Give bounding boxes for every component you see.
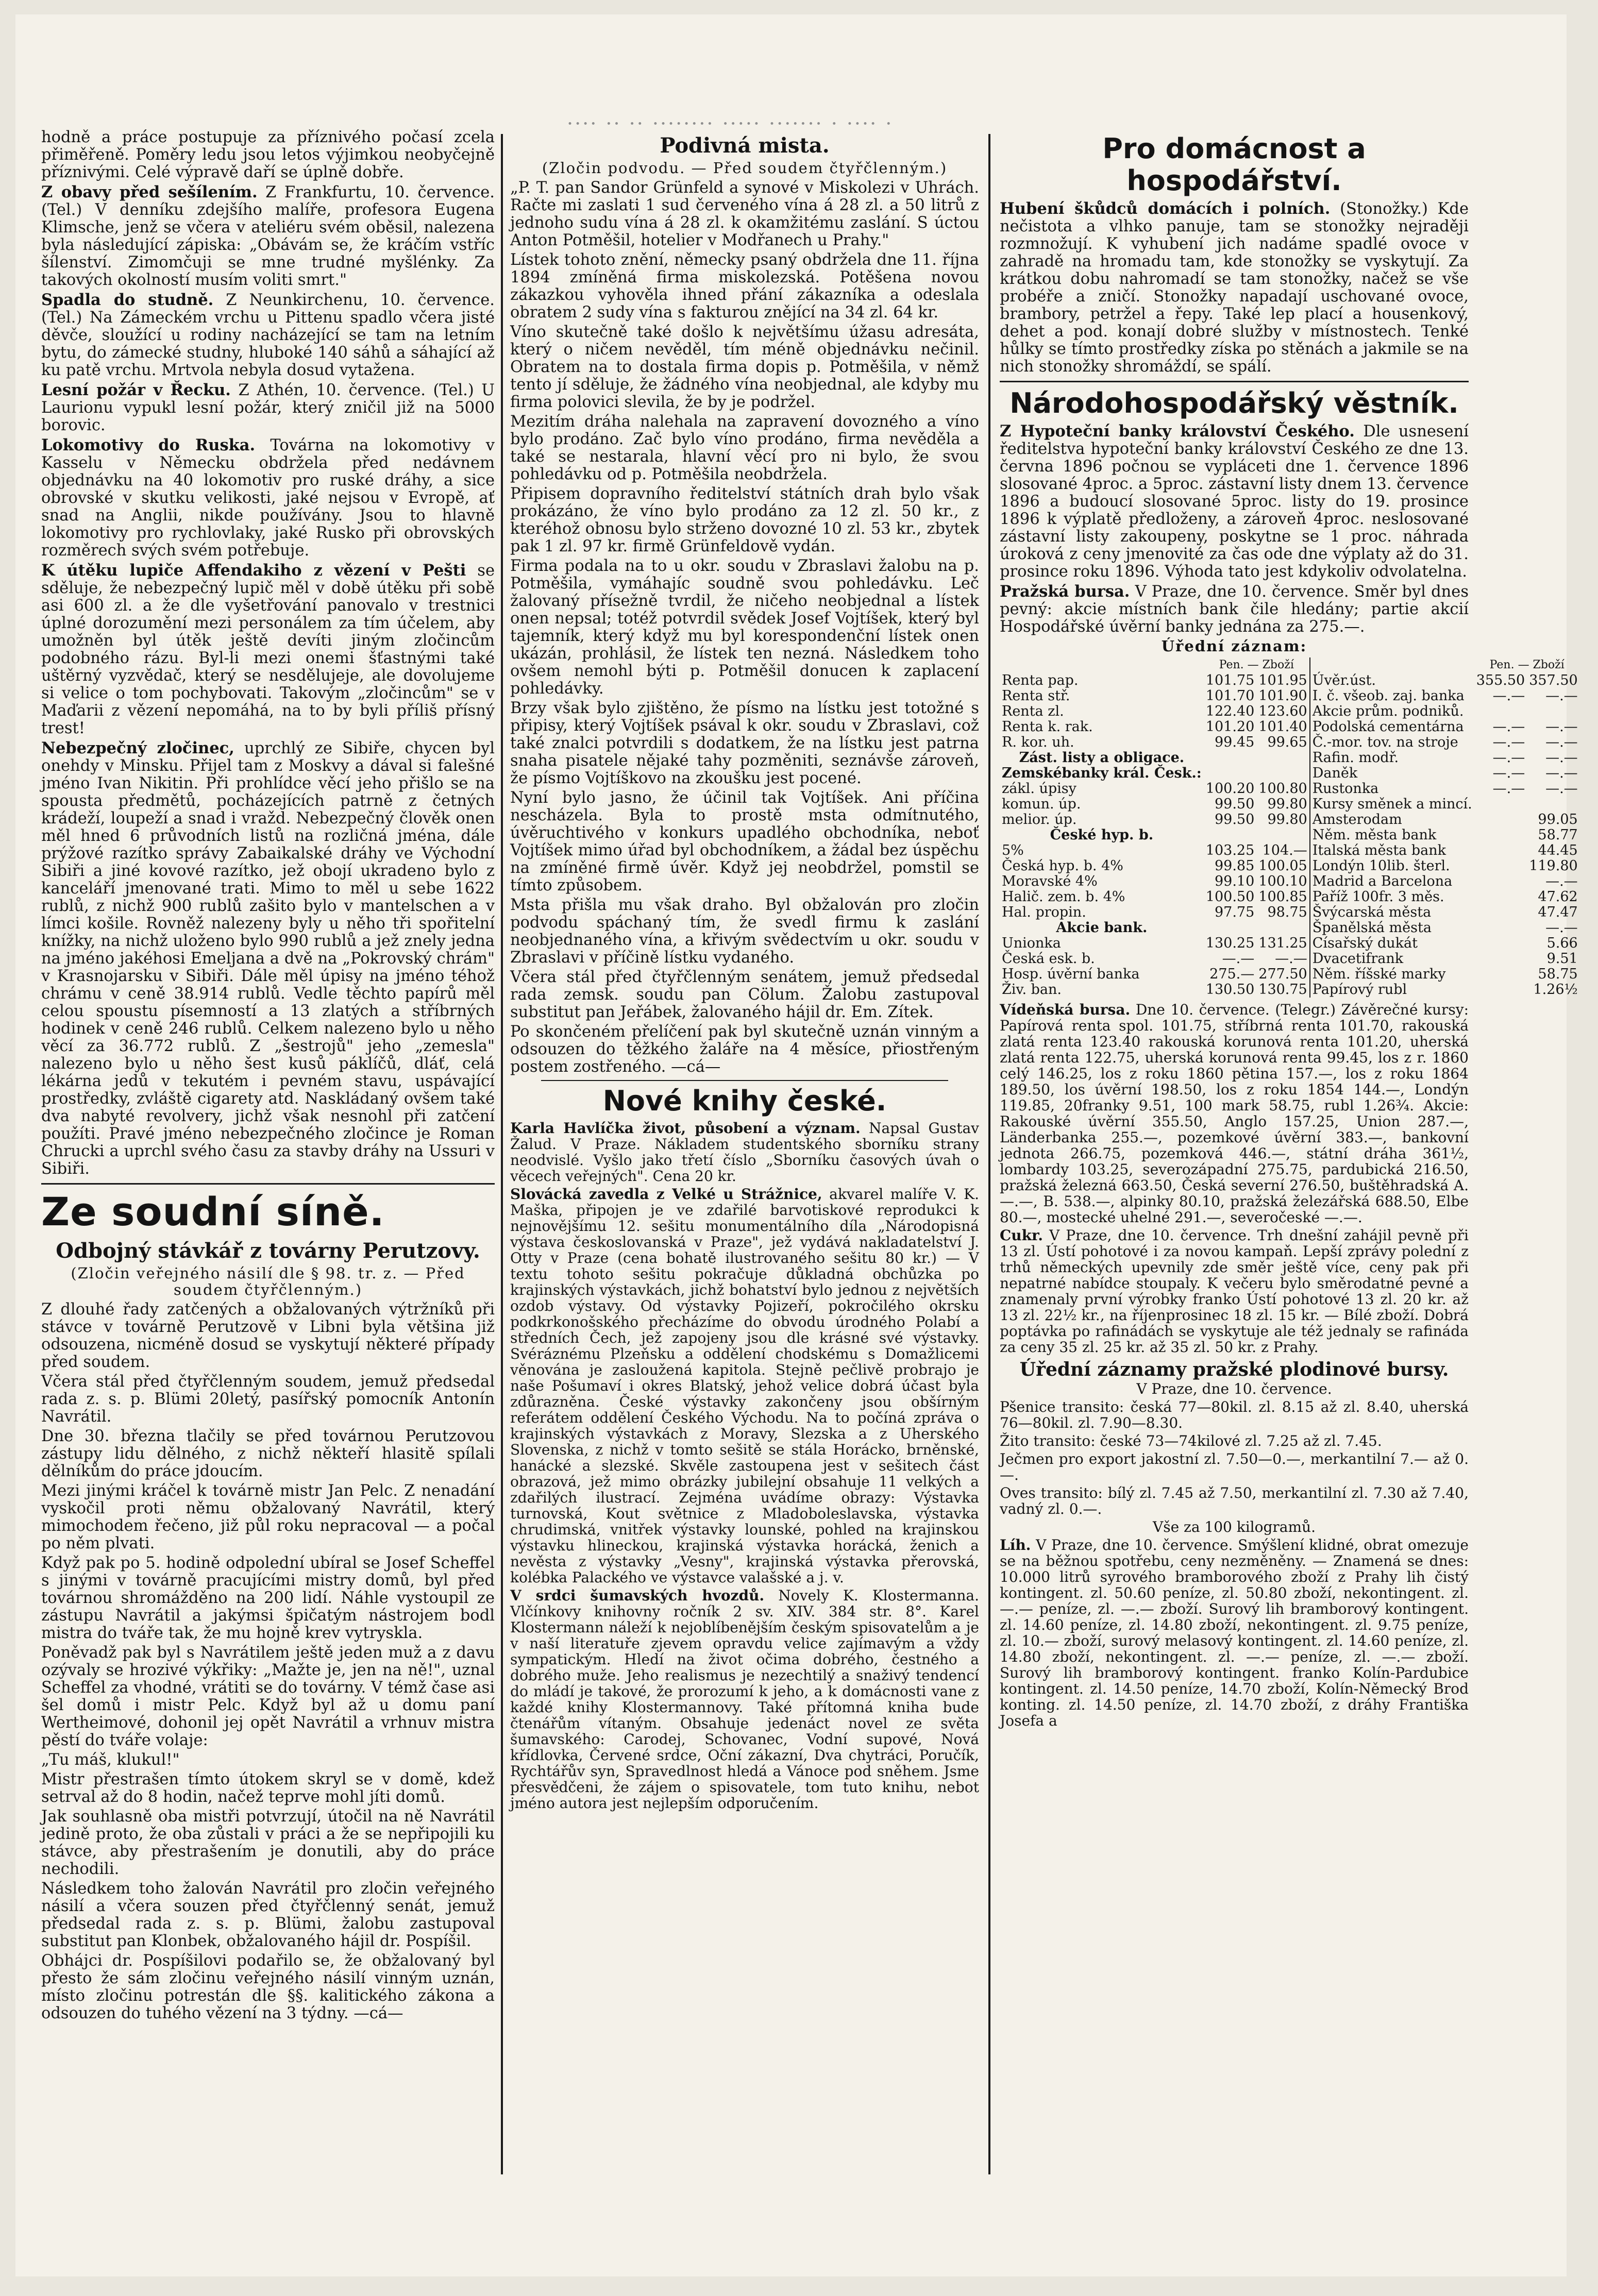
- rate-ask: 58.77: [1538, 827, 1578, 843]
- rate-ask: [1527, 704, 1579, 719]
- rate-ask: —.—: [1545, 688, 1578, 704]
- rate-bid: —.—: [1492, 734, 1525, 750]
- rate-ask: 44.45: [1538, 842, 1578, 858]
- rate-ask: 99.80: [1267, 812, 1307, 828]
- news-item: [1000, 423, 1469, 581]
- table-row: [1000, 828, 1580, 843]
- paragraph: Když pak po 5. hodině odpolední ubíral se Josef Scheffel s jinými v továrně pracujícími mistry domů, byl před továrnou shromážděno na 200 lidí. Náhle vystoupil ze zástupu Navrátil a jakýmsi špičatým nástrojem bodl mistra do tváře tak, že mu hojně krev vytryskla.: [41, 1554, 495, 1642]
- table-row: [1000, 858, 1580, 874]
- table-row: [1000, 812, 1580, 828]
- table-row: [1000, 704, 1580, 719]
- news-item: [41, 381, 495, 434]
- rate-ask: [1256, 750, 1309, 766]
- book-item: [510, 1186, 979, 1585]
- rate-name: Hosp. úvěrní banka: [1002, 966, 1140, 982]
- rate-name: Renta zl.: [1002, 703, 1064, 719]
- rate-ask: 101.95: [1258, 672, 1307, 688]
- paragraph: Víno skutečně také došlo k největšímu úžasu adresáta, který o ničem nevěděl, tím méně objednávku nečinil. Obratem na to dostala firma dopis p. Potměšila, v němž tento jí sděluje, že žádného vína neobjednal, ale kdyby mu firma polovici slevila, že by je podržel.: [510, 323, 979, 411]
- rate-bid: [1474, 936, 1527, 951]
- rate-name: Kursy směnek a mincí.: [1310, 797, 1474, 812]
- paragraph-text: Po skončeném přelíčení pak byl skutečně uznán vinným a odsouzen do těžkého žaláře na 4 měsíce, přiostřeným postem zostřeného.: [510, 1023, 979, 1076]
- article-subtitle: (Zločin veřejného násilí dle § 98. tr. z. — Před soudem čtyřčlenným.): [71, 1264, 465, 1298]
- rate-ask: 100.80: [1258, 781, 1307, 797]
- rate-name: Paříž 100fr. 3 měs.: [1310, 889, 1474, 905]
- column-middle: [510, 129, 979, 2200]
- rate-bid: —.—: [1222, 951, 1255, 967]
- table-row: [1000, 766, 1580, 781]
- rate-bid: [1204, 828, 1256, 843]
- column-rule: [501, 134, 503, 2174]
- rate-name: Rustonka: [1310, 781, 1474, 797]
- news-item: [41, 739, 495, 1178]
- rate-ask: 123.60: [1258, 703, 1307, 719]
- rate-name: Podolská cementárna: [1310, 719, 1474, 735]
- rate-name: melior. úp.: [1002, 812, 1077, 828]
- rate-ask: 277.50: [1258, 966, 1307, 982]
- rate-bid: [1474, 982, 1527, 998]
- column-rule: [988, 134, 990, 2174]
- rate-ask: 5.66: [1546, 935, 1578, 951]
- table-row: [1000, 735, 1580, 750]
- rate-name: zákl. úpisy: [1002, 781, 1076, 797]
- rate-bid: [1204, 766, 1256, 781]
- rate-name: Zást. listy a obligace.: [1019, 750, 1185, 766]
- rate-ask: —.—: [1545, 873, 1578, 889]
- item-text: se sděluje, že nebezpečný lupič měl v době útěku při sobě asi 600 zl. a že dle vyšetřování panovalo v trestnici úplné dorozumění mezi personálem za tím účelem, aby umožněn byl útěk ještě devíti jiným zločincům podobného rázu. Byl-li mezi onemi šťastnými také uštěrný vyzvědač, který se nesdělujeje, ale dovolujeme si velice o tom pochybovati. Takovým „zločincům" se v Maďarii z vězení nepomáhá, na to by byli příliš přísný trest!: [41, 562, 495, 737]
- rate-bid: [1474, 843, 1527, 858]
- rate-bid: [1474, 828, 1527, 843]
- rate-ask: 100.05: [1258, 858, 1307, 874]
- rate-bid: 130.25: [1205, 935, 1255, 951]
- rate-bid: 99.10: [1214, 873, 1255, 889]
- table-row: [1000, 781, 1580, 797]
- item-text: akvarel malíře V. K. Maška, připojen je ve zdařilé barvotiskové reprodukci k nejnovějšímu 12. sešitu monumentálního díla „Národopisná výstava českoslovanská v Praze", jež vydává nakladatelství J. Otty v Praze (cena bohatě ilustrovaného sešitu 80 kr.) — V textu tohoto sešitu pokračuje důkladná obchůzka po krajinských výstavkách, jichž bohatství bylo jednou z největších ozdob výstavy. Od výstavky Pojizeří, pokročilého okrsku podkrkonošského přecházíme do obvodu úrodného Polabí a středních Čech, jež zapojeny jsou dle krásné své výstavky. Svéráznému Plzeňsku a oddělení chodskému s Domažlicemi věnována je zasloužená kapitola. Stejně pečlivě probrajo je naše Pošumaví i okres Blatský, jehož velice dobrá účast byla zdůrazněna. České výstavky zakončeny jsou obšírným referátem oddělení Českého Východu. Na to počíná zpráva o krajinských výstavkách z Moravy, Slezska a z Uherského Slovenska, z nichž v tomto sešitě se stála Horácko, brněnské, hanácké a slezské. Skvěle zastoupena jest v sešitech část obrazová, jež mimo obrázky jubilejní obsahuje 11 velkých a zdařilých ilustrací. Zejména uvádíme obrazy: Výstavka turnovská, Kout světnice z Mladoboleslavska, výstavka chrudimská, vnitřek výstavky lounské, pohled na krajinskou výstavku hlineckou, krajinská výstavka horácká, ženich a nevěsta z výstavky „Vesny", krajinská výstavka přerovská, kolébka Palackého ve výstavce valašské a j. v.: [510, 1186, 979, 1586]
- rate-bid: 275.—: [1209, 966, 1255, 982]
- table-row: [1000, 719, 1580, 735]
- rate-name: Unionka: [1002, 935, 1061, 951]
- rate-ask: [1527, 797, 1579, 812]
- paragraph: [41, 1952, 495, 2022]
- rate-bid: 97.75: [1214, 904, 1255, 920]
- rate-bid: 99.50: [1214, 812, 1255, 828]
- section-heading-books: Nové knihy české.: [602, 1085, 887, 1117]
- rate-bid: [1474, 812, 1527, 828]
- rate-ask: —.—: [1545, 719, 1578, 735]
- rate-name: Italská města bank: [1310, 843, 1474, 858]
- page-top-bleedthrough: ···· ·· ·· ········ ····· ······· · ···· ·: [567, 112, 894, 135]
- item-text: Novely K. Klostermanna. Vlčínkovy knihovny ročník 2 sv. XIV. 384 str. 8°. Karel Klostermann náleží k nejoblíbenějším českým spisovatelům a je v naší literatuře zjevem opravdu velice zajímavým a vždy sympatickým. Hledí na život očima dobrého, čestného a dobrého muže. Jeho realismus je nezechtilý a snaživý tendencí do mládí je takové, že prorozumí k jeho, a k domácnosti vane z každé knihy Klostermannovy. Také přítomná kniha bude čtenářům vítaným. Obsahuje jedenáct novel ze světa šumavského: Carodej, Schovanec, Vodní supové, Nová křídlovka, Červené srdce, Oční zákazní, Dva chytráci, Poručík, Rychtářův syn, Spravedlnost hledá a Vánoce pod sněhem. Jsme přesvědčeni, že zájem o spisovatele, tom tuto knihu, nebot jméno autora jest nejlepším odporučením.: [510, 1587, 979, 1812]
- item-title: Z obavy před sešílením.: [41, 183, 258, 201]
- rate-name: Španělská města: [1310, 920, 1474, 936]
- item-title: Nebezpečný zločinec,: [41, 739, 234, 757]
- paragraph: Připisem dopravního ředitelství státních drah bylo však prokázáno, že víno bylo prodáno za 12 zl. 50 kr., z kteréhož obnosu bylo strženo dovozné 10 zl. 53 kr., zbytek pak 1 zl. 97 kr. firmě Grünfeldově vydán.: [510, 485, 979, 555]
- exchange-rates-table: [1000, 657, 1580, 998]
- rate-ask: [1256, 828, 1309, 843]
- item-title: V srdci šumavských hvozdů.: [510, 1587, 765, 1604]
- table-row: [1000, 843, 1580, 858]
- rate-ask: 98.75: [1267, 904, 1307, 920]
- paragraph: Mezitím dráha nalehala na zapravení dovozného a víno bylo prodáno. Zač bylo víno prodáno, firma nevěděla a také se nestarala, hlavní věcí pro ni bylo, že svou pohledávku od p. Potměšila neobdržela.: [510, 413, 979, 483]
- rate-ask: [1256, 920, 1309, 936]
- news-item: [41, 436, 495, 560]
- divider: [541, 1080, 948, 1081]
- rate-name: Renta stř.: [1002, 688, 1070, 704]
- rate-ask: 130.75: [1258, 982, 1307, 998]
- paragraph: „P. T. pan Sandor Grünfeld a synové v Miskolezi v Uhrách. Račte mi zaslati 1 sud červeného vína á 28 zl. a 50 litrů z jednoho sudu vína á 28 zl. k okamžitému zaslání. S úctou Anton Potměšil, hotelier v Modřanech u Prahy.": [510, 179, 979, 249]
- section-heading-home: Pro domácnost a hospodářství.: [1102, 132, 1366, 197]
- rate-name: Papírový rubl: [1310, 982, 1474, 998]
- paragraph: Žito transito: české 73—74kilové zl. 7.25 až zl. 7.45.: [1000, 1432, 1382, 1449]
- item-title: Karla Havlíčka život, působení a význam.: [510, 1120, 861, 1137]
- item-text: Napsal Gustav Žalud. V Praze. Nákladem studentského sborníku strany neodvislé. Vyšlo jako třetí číslo „Sborníku časových úvah o věcech veřejných". Cena 20 kr.: [510, 1120, 979, 1185]
- table-row: [1000, 673, 1580, 688]
- article-subtitle: (Zločin podvodu. — Před soudem čtyřčlenným.): [542, 159, 948, 177]
- item-title: Slovácká zavedla z Velké u Strážnice,: [510, 1186, 822, 1203]
- article-title: Podivná mista.: [660, 133, 830, 158]
- rate-bid: 101.70: [1205, 688, 1255, 704]
- rate-ask: 357.50: [1529, 672, 1578, 688]
- paragraph: Lístek tohoto znění, německy psaný obdržela dne 11. října 1894 zmíněná firma miskolezská. Potěšena novou zákazkou vyhověla ihned přání zákazníka a odeslala obratem 2 sudy vína s fakturou znějící na 34 zl. 64 kr.: [510, 251, 979, 322]
- rate-ask: —.—: [1545, 781, 1578, 797]
- rate-name: Hal. propin.: [1002, 904, 1086, 920]
- book-item: [510, 1120, 979, 1184]
- rate-name: komun. úp.: [1002, 796, 1081, 812]
- table-header-row: [1000, 657, 1580, 673]
- rate-name: Halič. zem. b. 4%: [1002, 889, 1125, 905]
- rate-bid: —.—: [1492, 781, 1525, 797]
- section-heading-court: Ze soudní síně.: [41, 1189, 385, 1235]
- rate-bid: 100.50: [1205, 889, 1255, 905]
- table-row: [1000, 688, 1580, 704]
- rate-name: Česká esk. b.: [1002, 951, 1095, 967]
- rate-name: Amsterodam: [1310, 812, 1474, 828]
- rate-name: Akcie prům. podniků.: [1310, 704, 1474, 719]
- rate-bid: 100.20: [1205, 781, 1255, 797]
- news-item: [1000, 1002, 1469, 1225]
- news-item: [1000, 583, 1469, 636]
- table-row: [1000, 889, 1580, 905]
- paragraph: Včera stál před čtyřčlenným soudem, jemuž předsedal rada z. s. p. Blümi 20letý, pasířský pomocník Antonín Navrátil.: [41, 1373, 495, 1426]
- rate-ask: 104.—: [1262, 842, 1307, 858]
- paragraph: Včera stál před čtyřčlenným senátem, jemuž předsedal rada zemsk. soudu pan Cölum. Žalobu zastupoval substitut pan Jeřábek, žalovaného hájil dr. Em. Zítek.: [510, 968, 979, 1021]
- rate-name: Zemskébanky král. Česk.:: [1002, 765, 1202, 781]
- header-cell: Pen. — Zboží: [1489, 659, 1565, 671]
- rate-ask: 101.40: [1258, 719, 1307, 735]
- divider: [1000, 381, 1469, 382]
- rate-bid: [1474, 858, 1527, 874]
- item-text: uprchlý ze Sibiře, chycen byl onehdy v Minsku. Přijel tam z Moskvy a dával si falešné jméno Ivan Nikitin. Při prohlídce věcí jeho přišlo se na spousta předmětů, pocházejících patrně z četných krádeží, loupeží a snad i vražd. Nebezpečný člověk onen měl hned 6 průvodních listů na rozličná jména, dále prýžové razítko správy Zabaikalské dráhy ve Východní Sibiři a jiné kovové razítko, jež obojí ukradeno bylo z kanceláří jmenované trati. Mimo to měl u sebe 1622 rublů, z nichž 900 rublů zašito bylo v mantelschen a v límci košile. Rovněž nalezeny byly u něho tři spořitelní knížky, na nichž uloženo bylo 990 rublů a jež znely jedna na jméno jakéhosi Emeljana a dvě na „Pokrovský chrám" v Krasnojarsku v Sibiři. Dále měl úpisy na jméno téhož chrámu v ceně 38.914 rublů. Vedle těchto papírů měl celou spoustu písemností a 13 zlatých a stříbrných hodinek v ceně 246 rublů. Celkem nalezeno bylo u něho věcí za 36.772 rublů. Z „šestrojů" jeho „zemesla" nalezeno bylo u něho šest kusů páklíčů, dláť, celá lékárna jedů v tekutém i pevném stavu, uspávající prostředky, zvláště cigarety atd. Naskládaný ovšem také dva nabyté revolvery, jichž však nesnohl při zatčení použíti. Pravé jméno nebezpečného zločince je Roman Chrucki a uprchl svého času za stavby dráhy na Ussuri v Sibiři.: [41, 739, 495, 1178]
- item-text: Dne 10. července. (Telegr.) Závěrečné kursy: Papírová renta spol. 101.75, stříbrná renta 101.70, rakouská zlatá renta 123.40 rakouská korunová renta 101.20, uherská zlatá renta 122.75, uherská korunová renta 99.45, los z r. 1860 celý 146.25, los z roku 1860 pětina 157.—, los z roku 1864 189.50, los úvěrní 198.50, los z roku 1854 144.—, Londýn 119.85, 20franky 9.51, 100 mark 58.75, rubl 1.26¾. Akcie: Rakouské úvěrní 355.50, Anglo 157.25, Union 287.—, Länderbanka 255.—, pozemkové úvěrní 383.—, bankovní jednota 266.75, pozemková 446.—, státní dráha 361½, lombardy 103.25, severozápadní 275.75, pardubická 216.50, pražská železná 663.50, Česká severní 276.50, buštěhradská A. —.—, B. 538.—, alpinky 80.10, pražská železářská 688.50, Elbe 80.—, mostecké uhelné 291.—, severočeské —.—.: [1000, 1001, 1469, 1226]
- rate-name: I. č. všeob. zaj. banka: [1310, 688, 1474, 704]
- paragraph: Nyní bylo jasno, že účinil tak Vojtíšek. Ani příčina nescházela. Byla to prostě msta odmítnutého, úvěruchtivého v konkurs upadlého obchodníka, neboť Vojtíšek mimo úřad byl obchodníkem, a žádal bez úspěchu na zmíněné firmě úvěr. Když jej neobdržel, pomstil se tímto způsobem.: [510, 789, 979, 894]
- rate-bid: —.—: [1492, 719, 1525, 735]
- paragraph: Dne 30. března tlačily se před továrnou Perutzovou zástupy lidu dělného, z nichž někteří hlasitě spílali dělníkům do práce jdoucím.: [41, 1427, 495, 1480]
- paragraph: Vše za 100 kilogramů.: [1153, 1518, 1316, 1535]
- rate-bid: 99.85: [1214, 858, 1255, 874]
- table-title: Úřední záznam:: [1161, 637, 1307, 655]
- paragraph: [510, 1023, 979, 1076]
- rate-ask: 100.10: [1258, 873, 1307, 889]
- table-row: [1000, 920, 1580, 936]
- rate-name: Úvěr.úst.: [1310, 673, 1474, 688]
- paragraph: Jak souhlasně oba mistři potvrzují, útočil na ně Navrátil jedině proto, že oba zůstali v práci a že se nepřipojili ku stávce, aby přestrašením je donutili, aby do práce nechodili.: [41, 1808, 495, 1878]
- book-item: [510, 1588, 979, 1811]
- news-item: [1000, 1537, 1469, 1729]
- rate-bid: [1474, 797, 1527, 812]
- paragraph: Oves transito: bílý zl. 7.45 až 7.50, merkantilní zl. 7.30 až 7.40, vadný zl. 0.—.: [1000, 1484, 1469, 1517]
- rate-name: Rafin. modř.: [1310, 750, 1474, 766]
- rate-name: 5%: [1002, 842, 1024, 858]
- rate-ask: 99.05: [1538, 812, 1578, 828]
- rate-bid: [1474, 905, 1527, 920]
- rate-bid: [1204, 920, 1256, 936]
- rate-name: Živ. ban.: [1002, 982, 1062, 998]
- item-title: Cukr.: [1000, 1227, 1043, 1244]
- rate-bid: [1474, 920, 1527, 936]
- news-item: [41, 291, 495, 379]
- table-row: [1000, 936, 1580, 951]
- rate-ask: 1.26½: [1533, 982, 1578, 998]
- rate-ask: 99.80: [1267, 796, 1307, 812]
- rate-bid: —.—: [1492, 688, 1525, 704]
- divider: [41, 1183, 495, 1185]
- rate-bid: [1474, 874, 1527, 889]
- rate-name: Moravské 4%: [1002, 873, 1098, 889]
- paragraph: Msta přišla mu však draho. Byl obžalován pro zločin podvodu spáchaný tím, že svedl firmu k zaslání neobjednaného vína, a křivým svědectvím u okr. soudu v Zbraslavi v příčině lístku vydaného.: [510, 896, 979, 967]
- rate-name: Renta k. rak.: [1002, 719, 1093, 735]
- item-text: V Praze, dne 10. července. Směr byl dnes pevný: akcie místních bank čile hledány; partie akcií Hospodářské úvěrní banky jednána za 275.—.: [1000, 583, 1469, 636]
- article-title: Úřední záznamy pražské plodinové bursy.: [1019, 1359, 1449, 1380]
- item-title: Hubení škůdců domácích i polních.: [1000, 199, 1331, 218]
- item-title: Z Hypoteční banky království Českého.: [1000, 422, 1355, 441]
- rate-bid: [1474, 951, 1527, 967]
- item-text: Dle usnesení ředitelstva hypoteční banky království Českého ze dne 13. června 1896 počnou se vypláceti dne 1. července 1896 slosované 4proc. a 5proc. zástavní listy dnem 13. července 1896 a budoucí slosované 5proc. listy do 19. prosince 1896 k výplatě předloženy, a zároveň 4proc. neslosované zástavní listy zakoupeny, poskytne se 1 proc. náhrada úroková z ceny jmenovité za čas ode dne výplaty až do 31. prosince roku 1896. Výhoda tato jest kdykoliv odvolatelna.: [1000, 423, 1469, 581]
- rate-name: České hyp. b.: [1050, 827, 1154, 843]
- item-title: Lokomotivy do Ruska.: [41, 436, 256, 454]
- item-text: Z Athén, 10. července. (Tel.) U Laurionu vypukl lesní požár, který zničil již na 5000 borovic.: [41, 381, 495, 434]
- rate-ask: 99.65: [1267, 734, 1307, 750]
- rate-name: Č.-mor. tov. na stroje: [1310, 735, 1474, 750]
- item-text: Z Neunkirchenu, 10. července. (Tel.) Na Zámeckém vrchu u Pittenu spadlo včera jisté děvče, sloužící u rodiny nacházející se tam na letním bytu, do zámecké studny, hluboké 140 sáhů a sáhající až ku patě vrchu. Mrtvola nebyla dosud vytažena.: [41, 291, 495, 379]
- table-row: [1000, 982, 1580, 998]
- table-row: [1000, 874, 1580, 889]
- rate-bid: [1474, 967, 1527, 982]
- paragraph: Pšenice transito: česká 77—80kil. zl. 8.15 až zl. 8.40, uherská 76—80kil. zl. 7.90—8.30.: [1000, 1398, 1469, 1431]
- rate-name: Londýn 10lib. šterl.: [1310, 858, 1474, 874]
- rate-name: Něm. říšské marky: [1310, 967, 1474, 982]
- paragraph-text: Obhájci dr. Pospíšilovi podařilo se, že obžalovaný byl přesto že sám zločinu veřejného násilí vinným uznán, místo zločinu potrestán dle §§. kalitického zákona a odsouzen do tuhého vězení na 3 týdny.: [41, 1952, 495, 2022]
- rate-bid: 99.45: [1214, 734, 1255, 750]
- item-title: Líh.: [1000, 1537, 1031, 1554]
- rate-ask: —.—: [1545, 920, 1578, 936]
- news-item: [41, 562, 495, 737]
- rate-ask: 131.25: [1258, 935, 1307, 951]
- rate-name: Dvacetifrank: [1310, 951, 1474, 967]
- rate-name: R. kor. uh.: [1002, 734, 1074, 750]
- news-item: [41, 183, 495, 289]
- paragraph: Poněvadž pak byl s Navrátilem ještě jeden muž a z davu ozývaly se hrozivé výkřiky: „Mažte je, jen na ně!", uznal Scheffel za vhodné, vrátiti se do továrny. V témž čase asi šel domů i mistr Pelc. Když byl až u domu paní Wertheimové, dohonil jej opět Navrátil a vrhnuv mistra pěstí do tváře volaje:: [41, 1644, 495, 1749]
- item-title: K útěku lupiče Affendakiho z vězení v Pešti: [41, 561, 466, 580]
- rate-name: Císařský dukát: [1310, 936, 1474, 951]
- paragraph: hodně a práce postupuje za příznivého počasí zcela přiměřeně. Poměry ledu jsou letos výjimkou neobyčejně příznivými. Celé výpravě daří se úplně dobře.: [41, 128, 495, 181]
- signature: —cá—: [671, 1058, 721, 1076]
- item-title: Vídeňská bursa.: [1000, 1001, 1131, 1018]
- rate-ask: 58.75: [1538, 966, 1578, 982]
- item-text: Továrna na lokomotivy v Kasselu v Německu obdržela před nedávnem objednávku na 40 lokomotiv pro ruské dráhy, a sice obrovské v skutku velikosti, jaké nejsou v Evropě, ať snad na Anglii, nikde používány. Jsou to hlavně lokomotivy pro rychlovlaky, jaké Rusko při obrovských rozměrech svých svém potřebuje.: [41, 436, 495, 560]
- table-row: [1000, 967, 1580, 982]
- signature: —cá—: [354, 2004, 403, 2022]
- item-text: Z Frankfurtu, 10. července. (Tel.) V denníku zdejšího malíře, profesora Eugena Klimsche, jenž se včera v ateliéru svém oběsil, nalezena byla následující zápiska: „Obávám se, že kráčím vstříc šílenství. Zimomčuji se mne trudné myšlénky. Za takových okolností musím voliti smrt.": [41, 183, 495, 289]
- rate-name: Madrid a Barcelona: [1310, 874, 1474, 889]
- rate-bid: 101.20: [1205, 719, 1255, 735]
- item-title: Lesní požár v Řecku.: [41, 381, 231, 399]
- table-row: [1000, 951, 1580, 967]
- header-cell: [1310, 657, 1474, 673]
- item-text: V Praze, dne 10. července. Trh dnešní zahájil pevně při 13 zl. Ústí pohotové i za novou kampaň. Lepší zprávy polední z trhů německých upevnily zde směr ještě více, ceny pak při nepatrné nabídce stoupaly. K večeru bylo směrodatné pevné a znamenaly první výrobky franko Ústí pohotové 13 zl. 20 kr. až 13 zl. 22½ kr., na říjenprosinec 18 zl. 15 kr. — Bílé zboží. Dobrá poptávka po rafinádách se vyskytuje ale též jednaly se rafináda za ceny 35 zl. 25 kr. až 35 zl. 50 kr. z Prahy.: [1000, 1227, 1469, 1356]
- item-title: Spadla do studně.: [41, 291, 214, 309]
- table-row: [1000, 797, 1580, 812]
- rate-bid: [1474, 889, 1527, 905]
- paragraph: „Tu máš, klukul!": [41, 1751, 180, 1769]
- rate-name: Něm. města bank: [1310, 828, 1474, 843]
- rate-ask: 119.80: [1529, 858, 1578, 874]
- item-text: V Praze, dne 10. července. Smýšlení klidné, obrat omezuje se na běžnou spotřebu, ceny nezměněny. — Znamená se dnes: 10.000 litrů syrového bramborového zboží z Prahy lih čistý kontingent. zl. 50.60 peníze, zl. 50.80 zboží, nekontingent. zl. —.— peníze, zl. —.— zboží. Surový lih bramborový kontingent. zl. 14.60 peníze, zl. 14.80 zboží, nekontingent. zl. 9.75 peníze, zl. 10.— zboží, surový melasový kontingent. zl. 14.60 peníze, zl. 14.80 zboží, nekontingent. zl. —.— peníze, zl. —.— zboží. Surový lih bramborový kontingent. franko Kolín-Pardubice kontingent. zl. 14.50 peníze, 14.70 zboží, Kolín-Německý Brod konting. zl. 14.50 peníze, zl. 14.70 zboží, z dráhy Františka Josefa a: [1000, 1537, 1469, 1729]
- rate-name: Renta pap.: [1002, 672, 1079, 688]
- rate-bid: [1474, 704, 1527, 719]
- rate-ask: —.—: [1545, 734, 1578, 750]
- paragraph: Mezi jinými kráčel k továrně mistr Jan Pelc. Z nenadání vyskočil proti němu obžalovaný Navrátil, který mimochodem řečeno, již půl roku nepracoval — a počal po něm plvati.: [41, 1482, 495, 1552]
- column-right: [1000, 129, 1578, 2190]
- rate-ask: 100.85: [1258, 889, 1307, 905]
- rate-bid: —.—: [1492, 765, 1525, 781]
- column-left: [41, 129, 495, 2210]
- paragraph: Z dlouhé řady zatčených a obžalovaných výtržníků při stávce v továrně Perutzově v Libni byla většina již odsouzena, nicméně dosud se vyskytují některé případy před soudem.: [41, 1301, 495, 1371]
- rate-bid: 99.50: [1214, 796, 1255, 812]
- table-row: [1000, 905, 1580, 920]
- rate-bid: 355.50: [1476, 672, 1525, 688]
- rate-bid: 130.50: [1205, 982, 1255, 998]
- rate-name: Česká hyp. b. 4%: [1002, 858, 1123, 874]
- paragraph: Následkem toho žalován Navrátil pro zločin veřejného násilí a včera souzen před čtyřčlenný senát, jemuž předsedal rada z. s. p. Blümi, žalobu zastupoval substitut pan Klonbek, obžalovaného hájil dr. Pospíšil.: [41, 1880, 495, 1950]
- rate-ask: —.—: [1545, 750, 1578, 766]
- rate-ask: [1256, 766, 1309, 781]
- news-item: [1000, 1227, 1469, 1355]
- rate-name: Daněk: [1310, 766, 1474, 781]
- rate-bid: 103.25: [1205, 842, 1255, 858]
- paragraph: Mistr přestrašen tímto útokem skryl se v domě, kdež setrval až do 8 hodin, načež teprve mohl jíti domů.: [41, 1770, 495, 1806]
- rate-ask: —.—: [1545, 765, 1578, 781]
- paragraph: V Praze, dne 10. července.: [1136, 1380, 1332, 1397]
- rate-bid: —.—: [1492, 750, 1525, 766]
- item-text: (Stonožky.) Kde nečistota a vlhko panuje, tam se stonožky nejraději rozmnožují. K vyhubení jich nadáme spadlé ovoce v zahradě na hromadu tam, kde stonožky se vyskytují. Za krátkou dobu nahromadí se tam stonožky, načež se vše probéře a zničí. Stonožky napadají uschované ovoce, brambory, petržel a řepy. Také lep plací a housenkový, dehet a pod. konají dobré služby v místnostech. Tenké hůlky se tímto prostředky získa po stěnách a jakmile se na nich stonožky shromáždí, se spálí.: [1000, 200, 1469, 376]
- paragraph: Ječmen pro export jakostní zl. 7.50—0.—, merkantilní 7.— až 0.—.: [1000, 1450, 1469, 1483]
- rate-ask: 47.62: [1538, 889, 1578, 905]
- rate-bid: 101.75: [1205, 672, 1255, 688]
- rate-ask: 47.47: [1538, 904, 1578, 920]
- rate-ask: 9.51: [1546, 951, 1578, 967]
- rate-ask: —.—: [1275, 951, 1307, 967]
- section-heading-economy: Národohospodářský věstník.: [1010, 387, 1459, 419]
- rate-bid: [1204, 750, 1256, 766]
- header-cell: Pen. — Zboží: [1219, 659, 1294, 671]
- table-row: [1000, 750, 1580, 766]
- rate-name: Akcie bank.: [1056, 920, 1148, 936]
- item-title: Pražská bursa.: [1000, 582, 1130, 601]
- header-cell: [1000, 657, 1204, 673]
- paragraph: Brzy však bylo zjištěno, že písmo na lístku jest totožné s připisy, který Vojtíšek psával k okr. soudu v Zbraslavi, což také znalci potvrdili s dodatkem, že na lístku jest patrna snaha pisatele nějaké tahy pozměniti, seznávše zároveň, že písmo Vojtíškovo na zkoušku jest pocené.: [510, 699, 979, 787]
- paragraph: Firma podala na to u okr. soudu v Zbraslavi žalobu na p. Potměšila, vymáhajíc soudně svou pohledávku. Leč žalovaný přísežně tvrdil, že ničeho neobjednal a lístek onen nepsal; totéž potvrdil svědek Josef Vojtíšek, který byl tajemník, který když mu byl korespondenční lístek onen ukázán, prohlásil, že lístek ten nezná. Následkem toho ovšem nemohl býti p. Potměšil donucen k zaplacení pohledávky.: [510, 557, 979, 698]
- rate-bid: 122.40: [1205, 703, 1255, 719]
- article-title: Odbojný stávkář z továrny Perutzovy.: [56, 1239, 480, 1263]
- news-item: [1000, 200, 1469, 376]
- rate-name: Švýcarská města: [1310, 905, 1474, 920]
- rate-ask: 101.90: [1258, 688, 1307, 704]
